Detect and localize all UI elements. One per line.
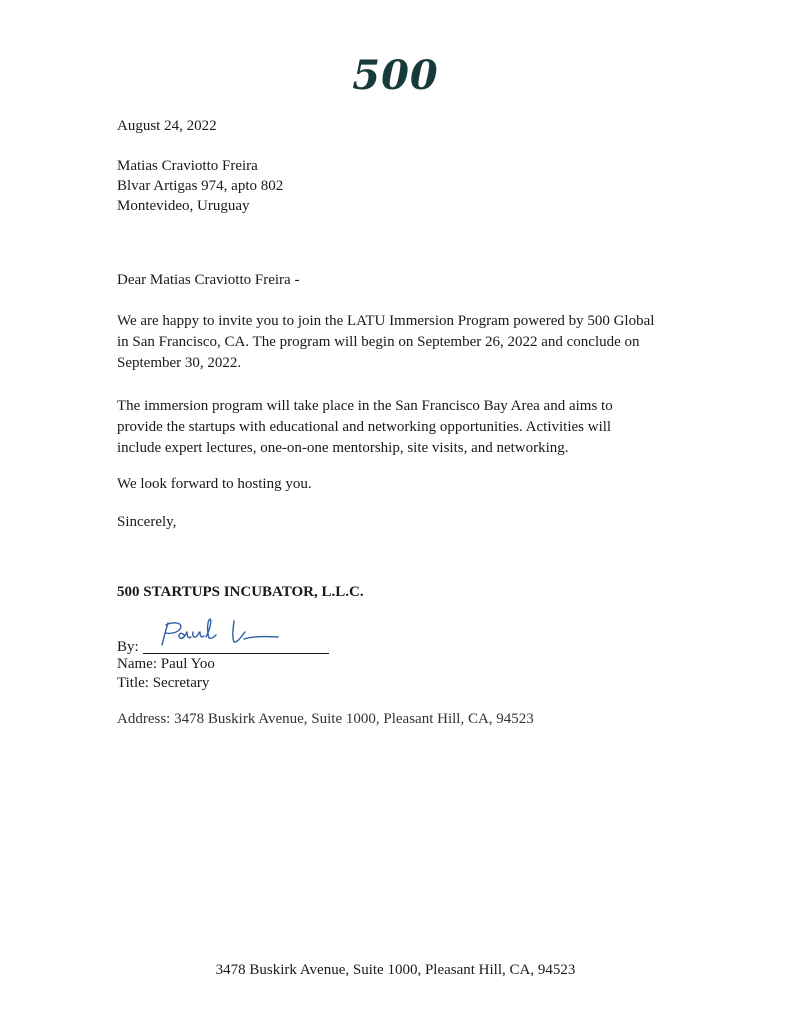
company-address: Address: 3478 Buskirk Avenue, Suite 1000, Pleasant Hill, CA, 94523	[117, 711, 534, 727]
salutation: Dear Matias Craviotto Freira -	[117, 272, 300, 288]
closing-line: We look forward to hosting you.	[117, 476, 312, 492]
letter-date: August 24, 2022	[117, 118, 217, 134]
paragraph1-line1: We are happy to invite you to join the LATU Immersion Program powered by 500 Global	[117, 313, 655, 329]
footer-address: 3478 Buskirk Avenue, Suite 1000, Pleasant Hill, CA, 94523	[215, 962, 576, 978]
signer-name: Name: Paul Yoo	[117, 656, 215, 672]
paragraph2-line1: The immersion program will take place in the San Francisco Bay Area and aims to	[117, 398, 613, 414]
recipient-name: Matias Craviotto Freira	[117, 158, 258, 174]
recipient-address-line1: Blvar Artigas 974, apto 802	[117, 178, 284, 194]
paragraph2-line3: include expert lectures, one-on-one mentorship, site visits, and networking.	[117, 440, 569, 456]
company-logo: 500	[352, 52, 439, 99]
paragraph1-line2: in San Francisco, CA. The program will begin on September 26, 2022 and conclude on	[117, 334, 640, 350]
company-name: 500 STARTUPS INCUBATOR, L.L.C.	[117, 584, 364, 600]
sign-off: Sincerely,	[117, 514, 177, 530]
handwritten-signature	[150, 615, 290, 655]
by-label: By:	[117, 639, 139, 655]
signer-title: Title: Secretary	[117, 675, 210, 691]
paragraph1-line3: September 30, 2022.	[117, 355, 242, 371]
paragraph2-line2: provide the startups with educational and networking opportunities. Activities will	[117, 419, 612, 435]
signature-drawing	[150, 615, 290, 655]
recipient-address-line2: Montevideo, Uruguay	[117, 198, 250, 214]
